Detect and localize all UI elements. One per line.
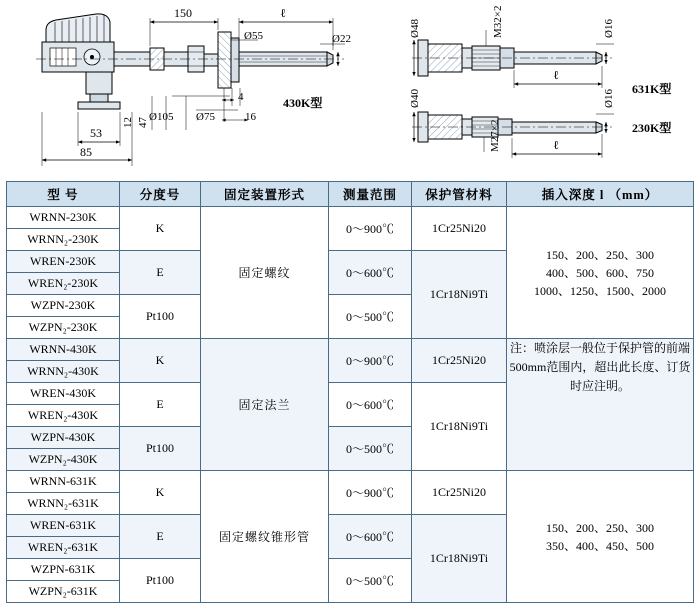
cell-model: WREN₂-631K: [7, 537, 120, 559]
cell-material: 1Cr25Ni20: [412, 339, 507, 383]
dim-150-label: 150: [174, 6, 192, 20]
header-material: 保护管材料: [412, 182, 507, 207]
cell-grade: Pt100: [120, 559, 201, 603]
dim-16-label: 16: [245, 111, 256, 123]
dia-22-label: Ø22: [332, 33, 351, 45]
caption-631k: 631K型: [632, 82, 672, 96]
cell-model: WREN-631K: [7, 515, 120, 537]
cell-model: WZPN-430K: [7, 427, 120, 449]
cell-grade: E: [120, 383, 201, 427]
dim-12-label: 12: [122, 117, 134, 128]
dia-40-label: Ø40: [409, 89, 421, 108]
cell-note: 注：喷涂层一般位于保护管的前端500mm范围内，超出此长度、订货时应注明。: [507, 339, 694, 471]
cell-depth: [507, 207, 694, 339]
cell-grade: Pt100: [120, 427, 201, 471]
caption-230k: 230K型: [632, 121, 672, 135]
dim-85-label: 85: [80, 145, 92, 159]
header-range: 测量范围: [329, 182, 412, 207]
dim-53-label: 53: [90, 126, 102, 140]
cell-range: 0～500℃: [329, 427, 412, 471]
cell-range: 0～600℃: [329, 383, 412, 427]
depth-line: 150、200、250、300: [545, 520, 654, 535]
cell-range: 0～900℃: [329, 207, 412, 251]
dim-l-left-label: ℓ: [280, 6, 286, 20]
cell-range: 0～900℃: [329, 339, 412, 383]
header-grade: 分度号: [120, 182, 201, 207]
cell-grade: K: [120, 207, 201, 251]
depth-line: 150、200、250、300: [545, 247, 654, 262]
assembly-drawings-svg: [0, 0, 700, 178]
dia-16-top-label: Ø16: [603, 19, 615, 38]
cell-model: WRNN-430K: [7, 339, 120, 361]
cell-grade: K: [120, 471, 201, 515]
cell-range: 0～600℃: [329, 251, 412, 295]
dim-4-label: 4: [238, 91, 244, 103]
header-fixing: 固定装置形式: [201, 182, 329, 207]
cell-grade: K: [120, 339, 201, 383]
cell-material: 1Cr25Ni20: [412, 471, 507, 515]
dim-47-label: 47: [137, 117, 149, 128]
cell-model: WZPN₂-631K: [7, 581, 120, 603]
cell-model: WRNN-631K: [7, 471, 120, 493]
cell-range: 0～900℃: [329, 471, 412, 515]
dia-16-bottom-label: Ø16: [603, 89, 615, 108]
cell-grade: E: [120, 515, 201, 559]
table-row: [7, 339, 694, 361]
cell-grade: E: [120, 251, 201, 295]
specification-table: [6, 181, 694, 603]
left-assembly-drawing: [36, 14, 345, 166]
cell-model: WRNN₂-230K: [7, 229, 120, 251]
dia-105-label: Ø105: [149, 111, 174, 123]
cell-model: WZPN-230K: [7, 295, 120, 317]
cell-model: WZPN-631K: [7, 559, 120, 581]
depth-line: 400、500、600、750: [545, 265, 654, 280]
table-row: [7, 207, 694, 229]
cell-material: 1Cr18Ni9Ti: [412, 515, 507, 603]
cell-grade: Pt100: [120, 295, 201, 339]
cell-fixing: 固定螺纹锥形管: [201, 471, 329, 603]
caption-430k: 430K型: [283, 96, 323, 110]
cell-model: WRNN-230K: [7, 207, 120, 229]
cell-range: 0～600℃: [329, 515, 412, 559]
table-row: [7, 471, 694, 493]
dia-55-label: Ø55: [244, 30, 263, 42]
dia-48-label: Ø48: [409, 19, 421, 38]
dim-l-bottom-right-label: ℓ: [553, 138, 559, 152]
cell-model: WREN-430K: [7, 383, 120, 405]
table-header-row: [7, 182, 694, 207]
depth-line: 350、400、450、500: [545, 538, 654, 553]
cell-model: WRNN₂-631K: [7, 493, 120, 515]
cell-model: WRNN₂-430K: [7, 361, 120, 383]
cell-model: WZPN₂-430K: [7, 449, 120, 471]
dim-l-top-right-label: ℓ: [553, 68, 559, 82]
cell-material: 1Cr18Ni9Ti: [412, 251, 507, 339]
thread-m32-label: M32×2: [492, 5, 504, 38]
header-depth: 插入深度 l （mm）: [507, 182, 694, 207]
cell-material: 1Cr25Ni20: [412, 207, 507, 251]
technical-drawing-area: [0, 0, 700, 178]
bottom-right-assembly-drawing: [412, 112, 614, 158]
dia-75-label: Ø75: [196, 111, 215, 123]
cell-range: 0～500℃: [329, 295, 412, 339]
thread-m27-label: M27×2: [489, 119, 501, 152]
cell-range: 0～500℃: [329, 559, 412, 603]
cell-material: 1Cr18Ni9Ti: [412, 383, 507, 471]
cell-depth: [507, 471, 694, 603]
top-right-assembly-drawing: [412, 30, 614, 88]
cell-model: WREN₂-430K: [7, 405, 120, 427]
cell-fixing: 固定法兰: [201, 339, 329, 471]
cell-fixing: 固定螺纹: [201, 207, 329, 339]
header-model: 型 号: [7, 182, 120, 207]
depth-line: 1000、1250、1500、2000: [533, 283, 666, 298]
cell-model: WZPN₂-230K: [7, 317, 120, 339]
cell-model: WREN-230K: [7, 251, 120, 273]
cell-model: WREN₂-230K: [7, 273, 120, 295]
